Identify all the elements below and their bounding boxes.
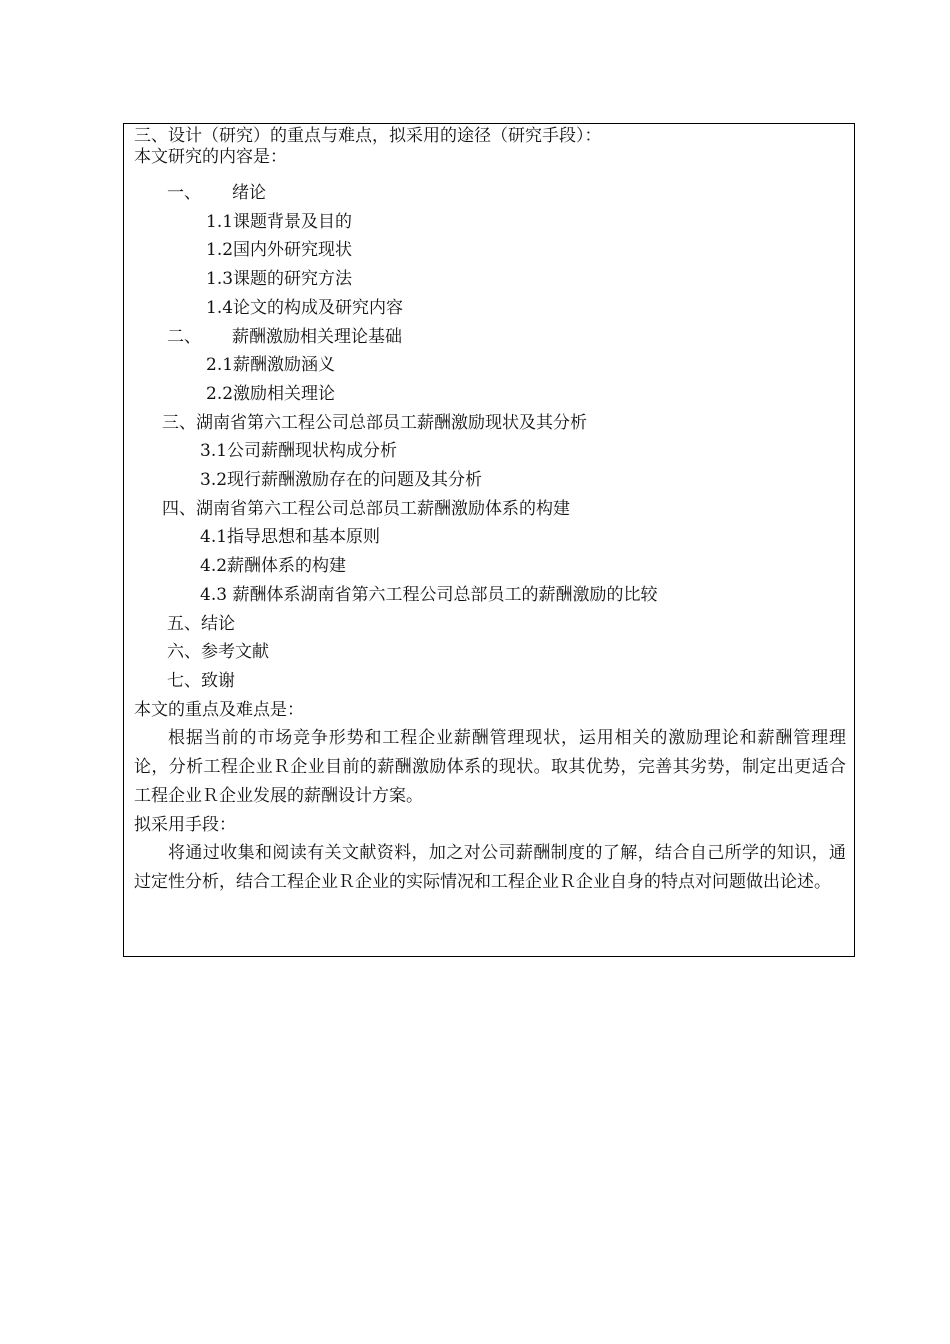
outline-item-4-1: 4.1指导思想和基本原则	[200, 527, 381, 547]
outline-chapter-1-number: 一、	[167, 183, 201, 203]
outline-item-4-3: 4.3 薪酬体系湖南省第六工程公司总部员工的薪酬激励的比较	[200, 585, 658, 605]
outline-item-4-2: 4.2薪酬体系的构建	[200, 556, 347, 576]
outline-item-1-3: 1.3课题的研究方法	[206, 269, 353, 289]
outline-item-2-1: 2.1薪酬激励涵义	[206, 355, 336, 375]
outline-chapter-1-title: 绪论	[232, 183, 266, 203]
outline-item-2-2: 2.2激励相关理论	[206, 384, 336, 404]
research-table-cell	[123, 123, 855, 957]
outline-chapter-4: 四、湖南省第六工程公司总部员工薪酬激励体系的构建	[162, 499, 570, 519]
contents-intro: 本文研究的内容是：	[134, 147, 287, 167]
section-heading: 三、设计（研究）的重点与难点，拟采用的途径（研究手段）：	[134, 126, 602, 146]
outline-item-1-2: 1.2国内外研究现状	[206, 240, 353, 260]
outline-chapter-3: 三、湖南省第六工程公司总部员工薪酬激励现状及其分析	[162, 413, 587, 433]
outline-chapter-5: 五、结论	[167, 614, 235, 634]
outline-chapter-2-number: 二、	[167, 327, 201, 347]
outline-item-3-2: 3.2现行薪酬激励存在的问题及其分析	[200, 470, 483, 490]
key-points-body: 根据当前的市场竞争形势和工程企业薪酬管理现状，运用相关的激励理论和薪酬管理理论，分析工程企业Ｒ企业目前的薪酬激励体系的现状。取其优势，完善其劣势，制定出更适合工程企业Ｒ企业发展的薪酬设计方案。	[134, 728, 846, 806]
outline-chapter-7: 七、致谢	[167, 671, 235, 691]
outline-item-3-1: 3.1公司薪酬现状构成分析	[200, 441, 398, 461]
methods-heading: 拟采用手段：	[134, 815, 236, 835]
methods-body: 将通过收集和阅读有关文献资料，加之对公司薪酬制度的了解，结合自己所学的知识，通过定性分析，结合工程企业Ｒ企业的实际情况和工程企业Ｒ企业自身的特点对问题做出论述。	[134, 843, 846, 892]
outline-chapter-2-title: 薪酬激励相关理论基础	[232, 327, 402, 347]
outline-item-1-4: 1.4论文的构成及研究内容	[206, 298, 404, 318]
key-points-heading: 本文的重点及难点是：	[134, 700, 304, 720]
outline-chapter-6: 六、参考文献	[167, 642, 269, 662]
outline-item-1-1: 1.1课题背景及目的	[206, 212, 353, 232]
